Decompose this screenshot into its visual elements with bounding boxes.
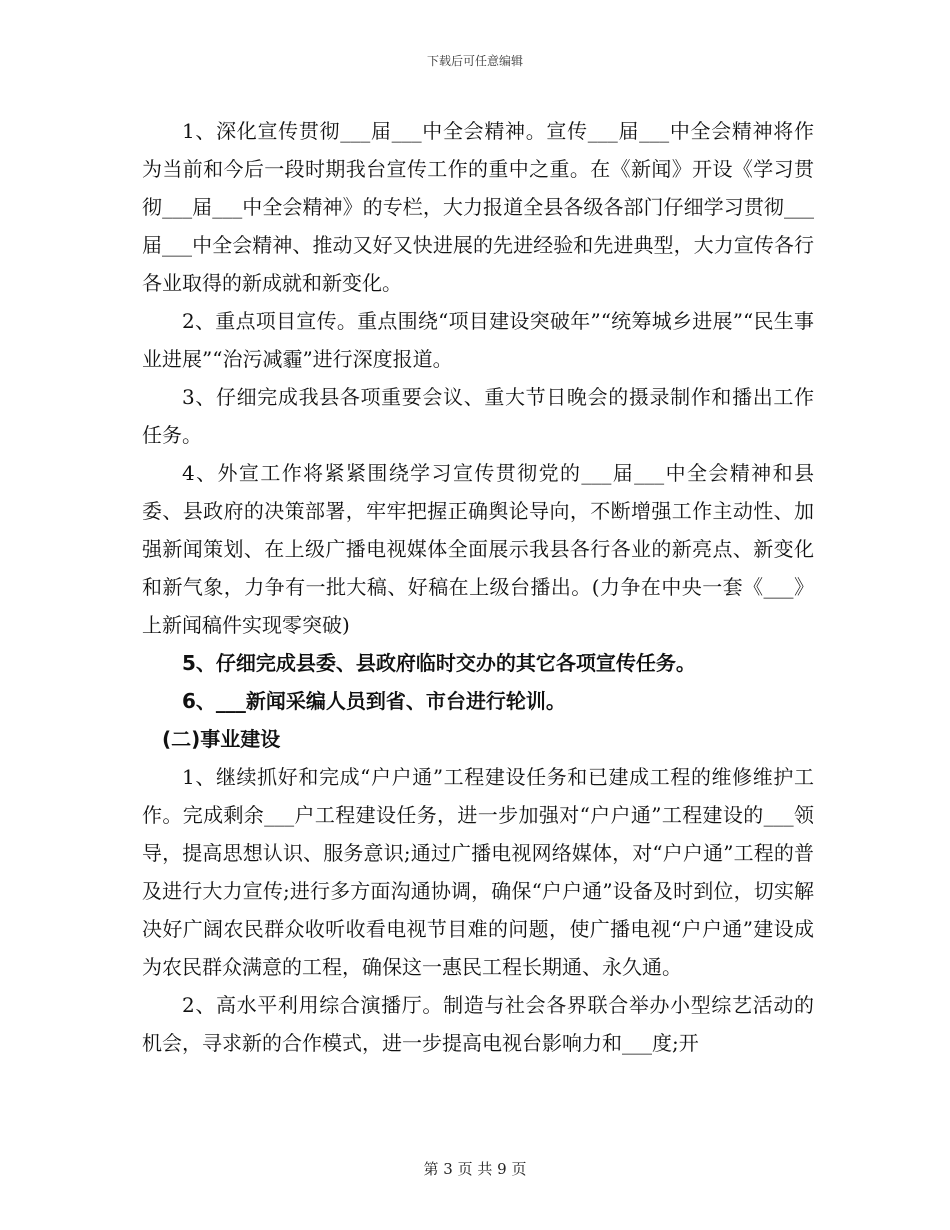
paragraph-publicity-6: 6、___新闻采编人员到省、市台进行轮训。 (182, 689, 566, 713)
paragraph-construction-2: 2、高水平利用综合演播厅。制造与社会各界联合举办小型综艺活动的机会，寻求新的合作模式，进一步提高电视台影响力和___度;开 (142, 993, 814, 1055)
section-heading-construction: (二)事业建设 (162, 727, 281, 751)
paragraph-publicity-3: 3、仔细完成我县各项重要会议、重大节日晚会的摄录制作和播出工作任务。 (142, 385, 814, 447)
paragraph-construction-1: 1、继续抓好和完成“户户通”工程建设任务和已建成工程的维修维护工作。完成剩余___户工程建设任务，进一步加强对“户户通”工程建设的___领导，提高思想认识、服务意识;通过广播电视网络媒体，对“户户通”工程的普及进行大力宣传;进行多方面沟通协调，确保“户户通”设备及时到位，切实解决好广阔农民群众收听收看电视节目难的问题，使广播电视“户户通”建设成为农民群众满意的工程，确保这一惠民工程长期通、永久通。 (142, 765, 814, 979)
page-footer: 第 3 页 共 9 页 (423, 1160, 527, 1178)
paragraph-publicity-2: 2、重点项目宣传。重点围绕“项目建设突破年”“统筹城乡进展”“民生事业进展”“治污减霾”进行深度报道。 (142, 309, 814, 371)
paragraph-publicity-5: 5、仔细完成县委、县政府临时交办的其它各项宣传任务。 (182, 651, 696, 675)
paragraph-publicity-4: 4、外宣工作将紧紧围绕学习宣传贯彻党的___届___中全会精神和县委、县政府的决策部署，牢牢把握正确舆论导向，不断增强工作主动性、加强新闻策划、在上级广播电视媒体全面展示我县各行各业的新亮点、新变化和新气象，力争有一批大稿、好稿在上级台播出。(力争在中央一套《___》上新闻稿件实现零突破) (142, 461, 814, 637)
page-header: 下载后可任意编辑 (426, 54, 523, 68)
paragraph-publicity-1: 1、深化宣传贯彻___届___中全会精神。宣传___届___中全会精神将作为当前和今后一段时期我台宣传工作的重中之重。在《新闻》开设《学习贯彻___届___中全会精神》的专栏，大力报道全县各级各部门仔细学习贯彻___届___中全会精神、推动又好又快进展的先进经验和先进典型，大力宣传各行各业取得的新成就和新变化。 (142, 119, 814, 295)
document-body (142, 112, 814, 1062)
